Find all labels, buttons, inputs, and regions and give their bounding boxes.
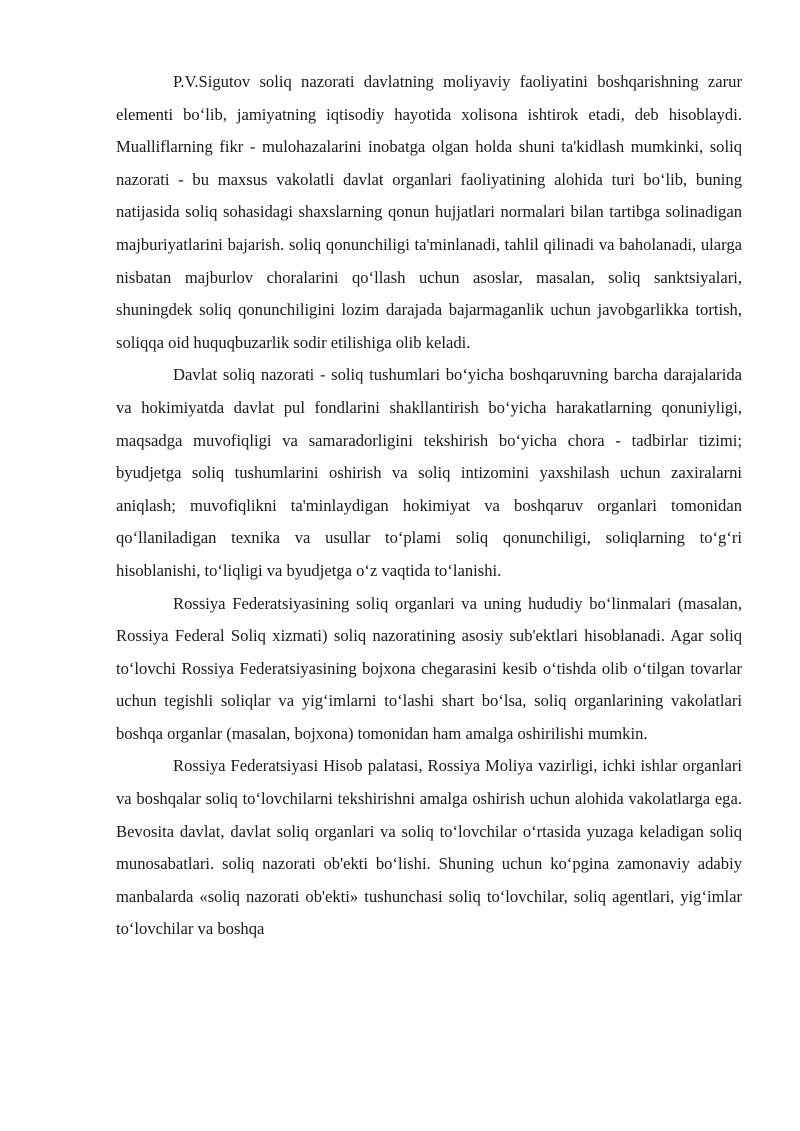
- paragraph-2: Davlat soliq nazorati - soliq tushumlari bo‘yicha boshqaruvning barcha darajalarida va hokimiyatda davlat pul fondlarini shakllantirish bo‘yicha harakatlarning qonuniyligi, maqsadga muvofiqligi va samaradorligini tekshirish bo‘yicha chora - tadbirlar tizimi; byudjetga soliq tushumlarini oshirish va soliq intizomini yaxshilash uchun zaxiralarni aniqlash; muvofiqlikni ta'minlaydigan hokimiyat va boshqaruv organlari tomonidan qo‘llaniladigan texnika va usullar to‘plami soliq qonunchiligi, soliqlarning to‘g‘ri hisoblanishi, to‘liqligi va byudjetga o‘z vaqtida to‘lanishi.: [116, 365, 742, 580]
- paragraph-3: Rossiya Federatsiyasining soliq organlari va uning hududiy bo‘linmalari (masalan, Rossiya Federal Soliq xizmati) soliq nazoratining asosiy sub'ektlari hisoblanadi. Agar soliq to‘lovchi Rossiya Federatsiyasining bojxona chegarasini kesib o‘tishda olib o‘tilgan tovarlar uchun tegishli soliqlar va yig‘imlarni to‘lashi shart bo‘lsa, soliq organlarining vakolatlari boshqa organlar (masalan, bojxona) tomonidan ham amalga oshirilishi mumkin.: [116, 593, 742, 743]
- document-body: [116, 66, 742, 946]
- paragraph-4: Rossiya Federatsiyasi Hisob palatasi, Rossiya Moliya vazirligi, ichki ishlar organlari va boshqalar soliq to‘lovchilarni tekshirishni amalga oshirish uchun alohida vakolatlarga ega. Bevosita davlat, davlat soliq organlari va soliq to‘lovchilar o‘rtasida yuzaga keladigan soliq munosabatlari. soliq nazorati ob'ekti bo‘lishi. Shuning uchun ko‘pgina zamonaviy adabiy manbalarda «soliq nazorati ob'ekti» tushunchasi soliq to‘lovchilar, soliq agentlari, yig‘imlar to‘lovchilar va boshqa: [116, 756, 742, 939]
- paragraph-1: P.V.Sigutov soliq nazorati davlatning moliyaviy faoliyatini boshqarishning zarur elementi bo‘lib, jamiyatning iqtisodiy hayotida xolisona ishtirok etadi, deb hisoblaydi. Mualliflarning fikr - mulohazalarini inobatga olgan holda shuni ta'kidlash mumkinki, soliq nazorati - bu maxsus vakolatli davlat organlari faoliyatining alohida turi bo‘lib, buning natijasida soliq sohasidagi shaxslarning qonun hujjatlari normalari bilan tartibga solinadigan majburiyatlarini bajarish. soliq qonunchiligi ta'minlanadi, tahlil qilinadi va baholanadi, ularga nisbatan majburlov choralarini qo‘llash uchun asoslar, masalan, soliq sanktsiyalari, shuningdek soliq qonunchiligini lozim darajada bajarmaganlik uchun javobgarlikka tortish, soliqqa oid huquqbuzarlik sodir etilishiga olib keladi.: [116, 72, 742, 352]
